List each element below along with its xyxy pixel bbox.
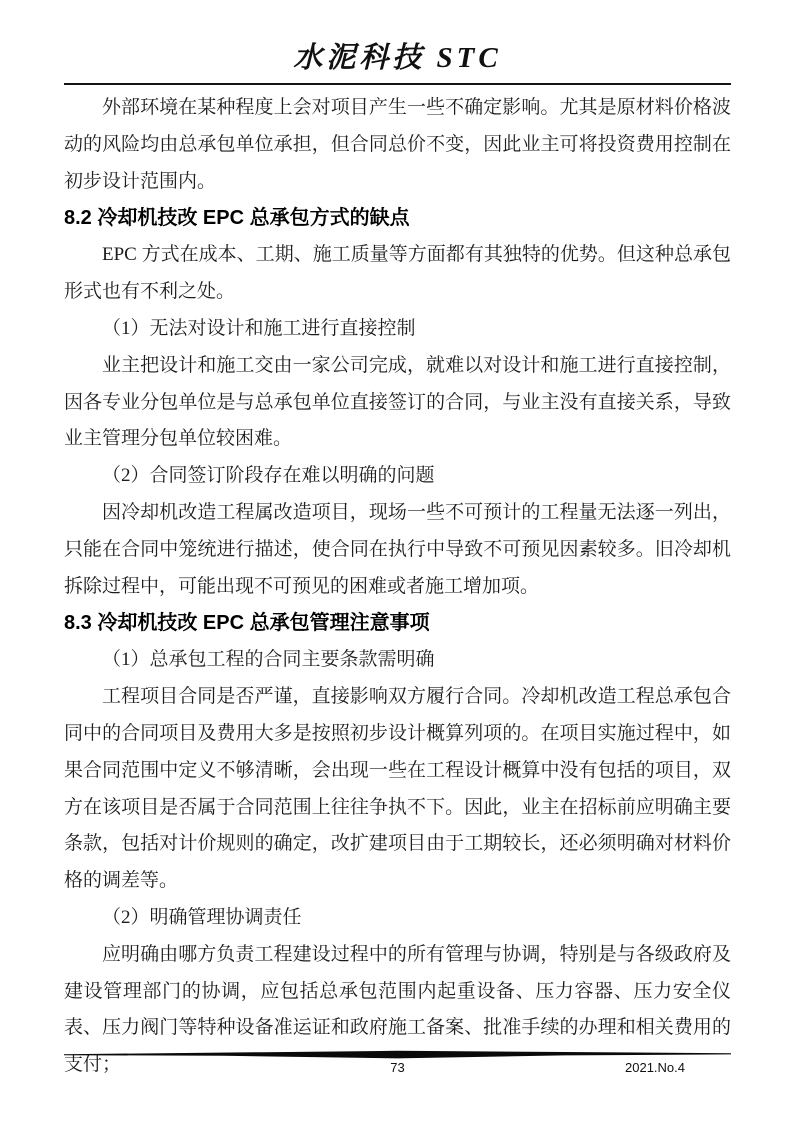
body-paragraph: （1）总承包工程的合同主要条款需明确 bbox=[102, 649, 435, 671]
body-paragraph: 工程项目合同是否严谨，直接影响双方履行合同。冷却机改造工程总承包合同中的合同项目及费用大多是按照初步设计概算列项的。在项目实施过程中，如果合同范围中定义不够清晰，会出现一些在工程设计概算中没有包括的项目，双方在该项目是否属于合同范围上往往争执不下。因此，业主在招标前应明确主要条款，包括对计价规则的确定，改扩建项目由于工期较长，还必须明确对材料价格的调差等。 bbox=[64, 686, 731, 892]
footer-text-row bbox=[64, 1060, 731, 1076]
article-body bbox=[64, 90, 731, 1084]
body-paragraph: （2）明确管理协调责任 bbox=[102, 906, 302, 928]
section-heading: 8.2 冷却机技改 EPC 总承包方式的缺点 bbox=[64, 207, 410, 230]
body-paragraph: （2）合同签订阶段存在难以明确的问题 bbox=[102, 465, 435, 487]
body-paragraph: 业主把设计和施工交由一家公司完成，就难以对设计和施工进行直接控制，因各专业分包单位是与总承包单位直接签订的合同，与业主没有直接关系，导致业主管理分包单位较困难。 bbox=[64, 354, 731, 450]
page-content bbox=[64, 40, 731, 1084]
body-paragraph: （1）无法对设计和施工进行直接控制 bbox=[102, 317, 416, 339]
body-paragraph: EPC 方式在成本、工期、施工质量等方面都有其独特的优势。但这种总承包形式也有不利之处。 bbox=[64, 244, 731, 303]
journal-title: 水泥科技 STC bbox=[293, 42, 502, 74]
body-paragraph: 外部环境在某种程度上会对项目产生一些不确定影响。尤其是原材料价格波动的风险均由总承包单位承担，但合同总价不变，因此业主可将投资费用控制在初步设计范围内。 bbox=[64, 97, 731, 192]
page-footer bbox=[64, 1050, 731, 1076]
issue-number: 2021.No.4 bbox=[625, 1060, 685, 1075]
footer-divider-bar bbox=[64, 1050, 731, 1059]
body-paragraph: 应明确由哪方负责工程建设过程中的所有管理与协调，特别是与各级政府及建设管理部门的协调，应包括总承包范围内起重设备、压力容器、压力安全仪表、压力阀门等特种设备准运证和政府施工备案、批准手续的办理和相关费用的支付； bbox=[64, 943, 731, 1076]
section-heading: 8.3 冷却机技改 EPC 总承包管理注意事项 bbox=[64, 612, 430, 635]
header-rule bbox=[64, 83, 731, 85]
page-number: 73 bbox=[390, 1060, 405, 1075]
body-paragraph: 因冷却机改造工程属改造项目，现场一些不可预计的工程量无法逐一列出，只能在合同中笼统进行描述，使合同在执行中导致不可预见因素较多。旧冷却机拆除过程中，可能出现不可预见的困难或者施工增加项。 bbox=[64, 501, 731, 597]
